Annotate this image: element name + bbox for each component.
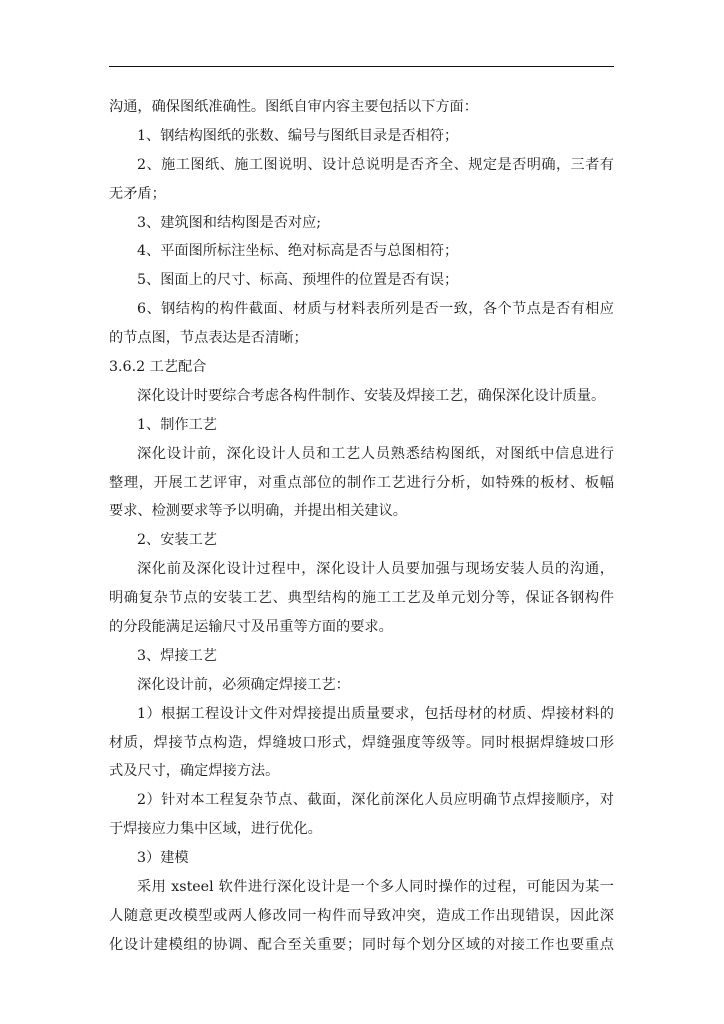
text-line: 的分段能满足运输尺寸及吊重等方面的要求。 (109, 619, 393, 636)
text-line: 3.6.2 工艺配合 (109, 359, 207, 376)
text-line: 要求、检测要求等予以明确，并提出相关建议。 (109, 503, 407, 520)
text-line: 2、安装工艺 (137, 532, 217, 549)
text-line: 1、制作工艺 (137, 416, 217, 433)
document-body (109, 93, 614, 960)
text-line: 化设计建模组的协调、配合至关重要；同时每个划分区域的对接工作也要重点 (109, 936, 614, 953)
text-line: 3、建筑图和结构图是否对应; (137, 214, 322, 231)
text-line: 深化设计前，必须确定焊接工艺： (137, 676, 350, 693)
text-line: 明确复杂节点的安装工艺、典型结构的施工工艺及单元划分等，保证各钢构件 (109, 590, 614, 607)
text-line: 5、图面上的尺寸、标高、预埋件的位置是否有误； (137, 272, 459, 289)
text-line: 1、钢结构图纸的张数、编号与图纸目录是否相符； (137, 127, 459, 144)
text-line: 式及尺寸，确定焊接方法。 (109, 763, 280, 780)
text-line: 材质，焊接节点构造，焊缝坡口形式，焊缝强度等级等。同时根据焊缝坡口形 (109, 734, 614, 751)
text-line: 整理，开展工艺评审，对重点部位的制作工艺进行分析，如特殊的板材、板幅 (109, 474, 614, 491)
text-line: 3）建模 (137, 850, 189, 867)
text-line: 无矛盾； (109, 185, 166, 202)
text-line: 深化设计时要综合考虑各构件制作、安装及焊接工艺，确保深化设计质量。 (137, 387, 606, 404)
text-line: 2、施工图纸、施工图说明、设计总说明是否齐全、规定是否明确，三者有 (137, 156, 614, 173)
text-line: 采用 xsteel 软件进行深化设计是一个多人同时操作的过程，可能因为某一 (137, 879, 614, 896)
text-line: 人随意更改模型或两人修改同一构件而导致冲突，造成工作出现错误，因此深 (109, 907, 614, 924)
text-line: 深化设计前，深化设计人员和工艺人员熟悉结构图纸，对图纸中信息进行 (137, 445, 614, 462)
text-line: 4、平面图所标注坐标、绝对标高是否与总图相符； (137, 243, 459, 260)
text-line: 沟通，确保图纸准确性。图纸自审内容主要包括以下方面： (109, 99, 478, 115)
text-line: 的节点图，节点表达是否清晰； (109, 330, 308, 347)
text-line: 于焊接应力集中区域，进行优化。 (109, 821, 322, 838)
text-line: 深化前及深化设计过程中，深化设计人员要加强与现场安装人员的沟通， (137, 561, 614, 578)
text-line: 2）针对本工程复杂节点、截面，深化前深化人员应明确节点焊接顺序，对 (137, 792, 614, 809)
text-line: 3、焊接工艺 (137, 647, 217, 664)
text-line: 1）根据工程设计文件对焊接提出质量要求，包括母材的材质、焊接材料的 (137, 705, 614, 722)
header-rule (109, 66, 614, 67)
text-line: 6、钢结构的构件截面、材质与材料表所列是否一致，各个节点是否有相应 (137, 301, 614, 318)
